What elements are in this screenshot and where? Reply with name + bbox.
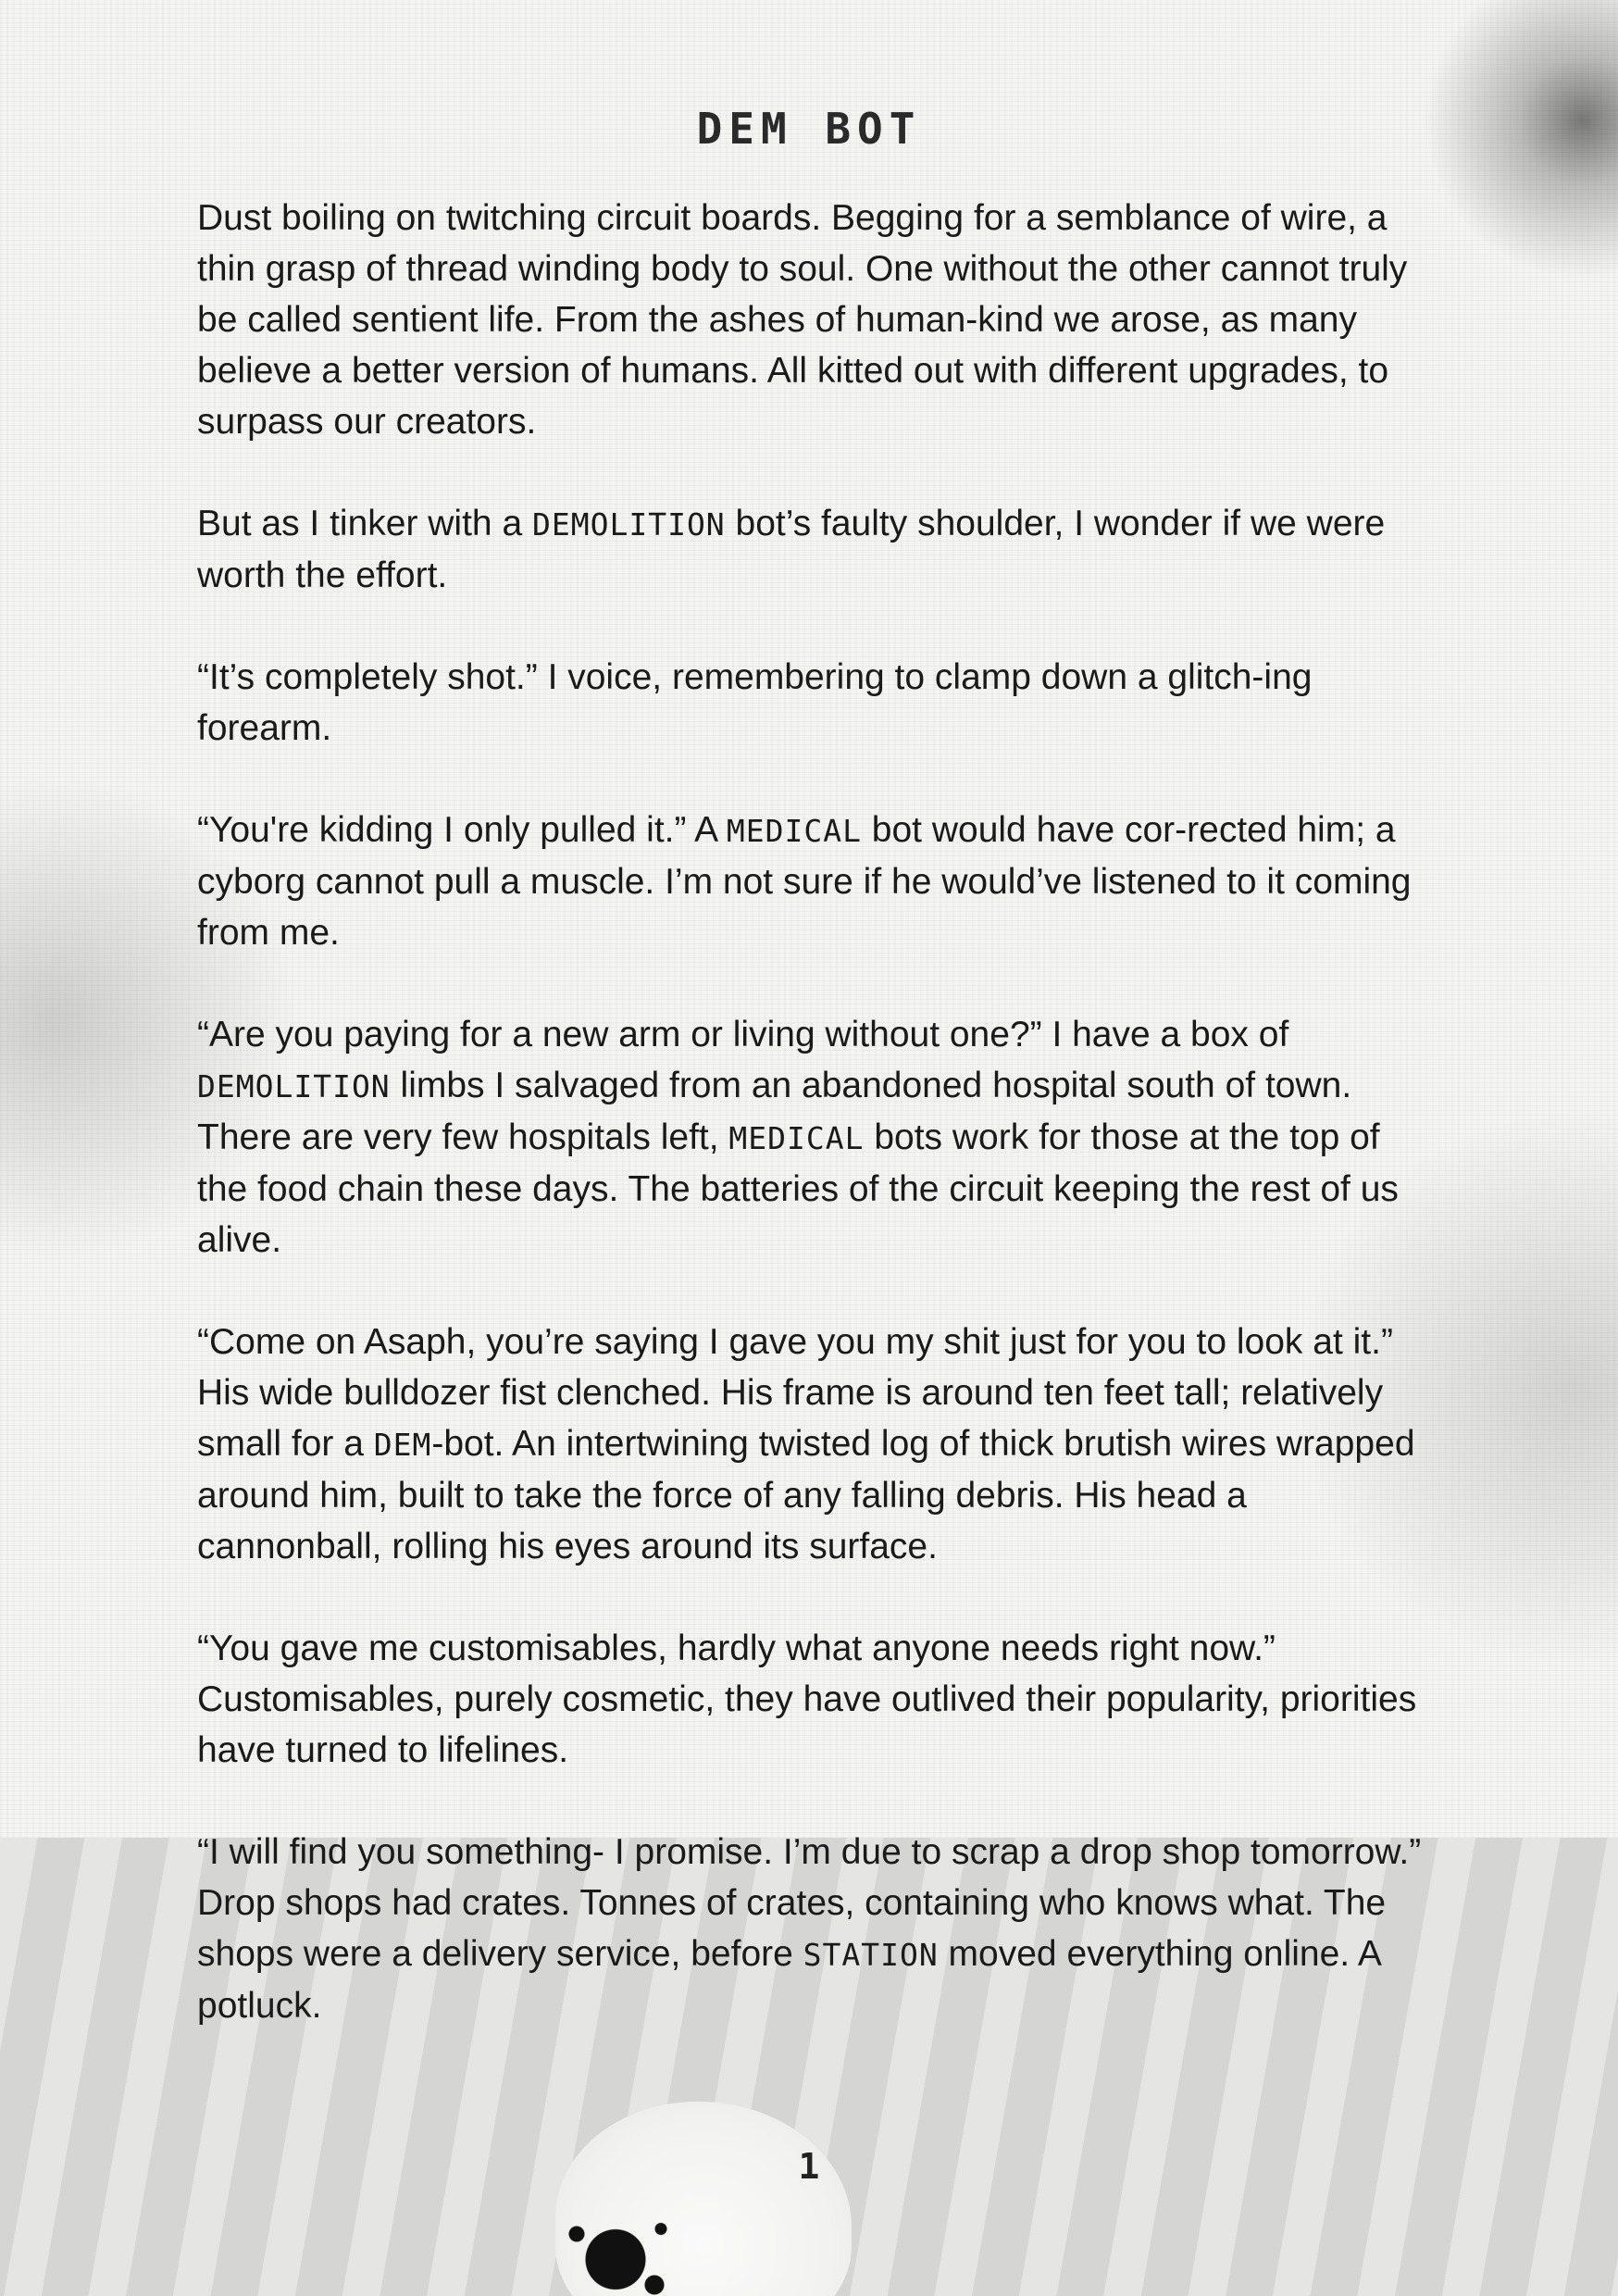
paragraph xyxy=(197,1827,1428,2031)
ink-splat-decoration xyxy=(551,2203,680,2296)
paragraph-text: “You're kidding I only pulled it.” A xyxy=(197,810,727,850)
paragraph-text: “You gave me customisables, hardly what anyone needs right now.” Customisables, purely cosmetic, they have outlived their popularity, priorities have turned to lifelines. xyxy=(197,1628,1417,1770)
tech-word: DEM xyxy=(373,1427,432,1463)
tech-word: DEMOLITION xyxy=(532,506,726,543)
paragraph-text: bots work for those at the top of the food chain these days. The batteries of the circuit keeping the rest of us alive. xyxy=(197,1117,1399,1260)
paragraph-text: “Come on Asaph, you’re saying I gave you my shit just for you to look at it.” His wide bulldozer fist clenched. His frame is around ten feet tall; relatively small for a xyxy=(197,1322,1393,1464)
paragraph-text: limbs I salvaged from an abandoned hospital south of town. There are very few hospitals left, xyxy=(197,1066,1352,1157)
page-number: 1 xyxy=(798,2146,820,2187)
paragraph xyxy=(197,1623,1428,1776)
paragraph xyxy=(197,1316,1428,1572)
tech-word: DEMOLITION xyxy=(197,1068,391,1104)
paragraph-text: -bot. An intertwining twisted log of thick brutish wires wrapped around him, built to take the force of any falling debris. His head a cannonball, rolling his eyes around its surface. xyxy=(197,1424,1415,1566)
tech-word: STATION xyxy=(803,1937,939,1973)
story-body xyxy=(197,193,1428,2082)
paragraph-text: bot’s faulty shoulder, I wonder if we were worth the effort. xyxy=(197,504,1386,595)
paragraph-text: bot would have cor-rected him; a cyborg cannot pull a muscle. I’m not sure if he would’ve listened to it coming from me. xyxy=(197,810,1412,953)
tech-word: MEDICAL xyxy=(726,813,862,849)
paragraph xyxy=(197,498,1428,601)
paragraph-text: “Are you paying for a new arm or living without one?” I have a box of xyxy=(197,1015,1289,1054)
paragraph xyxy=(197,1009,1428,1266)
paragraph xyxy=(197,805,1428,958)
page-title: DEM BOT xyxy=(696,104,922,154)
paragraph xyxy=(197,193,1428,447)
paragraph xyxy=(197,652,1428,754)
tech-word: MEDICAL xyxy=(728,1120,865,1156)
paragraph-text: But as I tinker with a xyxy=(197,504,532,543)
paragraph-text: moved everything online. A potluck. xyxy=(197,1934,1380,2026)
paragraph-text: Dust boiling on twitching circuit boards. Begging for a semblance of wire, a thin grasp of thread winding body to soul. One without the other cannot truly be called sentient life. From the ashes of human-kind we arose, as many believe a better version of humans. All kitted out with different upgrades, to surpass our creators. xyxy=(197,198,1408,442)
paragraph-text: “It’s completely shot.” I voice, remembering to clamp down a glitch-ing forearm. xyxy=(197,657,1313,748)
paragraph-text: “I will find you something- I promise. I’m due to scrap a drop shop tomorrow.” Drop shops had crates. Tonnes of crates, containing who knows what. The shops were a delivery service, before xyxy=(197,1832,1422,1974)
